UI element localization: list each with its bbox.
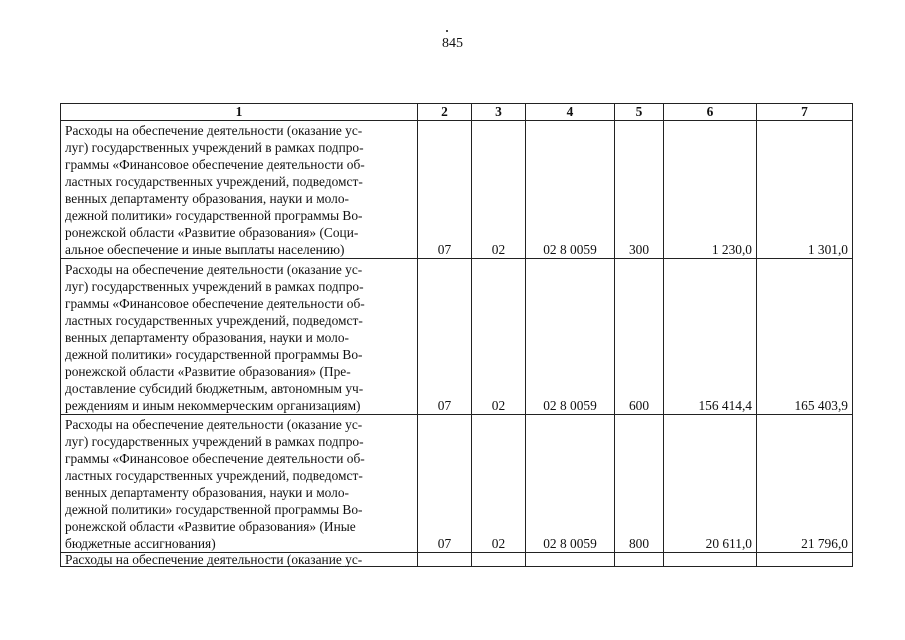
expense-type-code: 800 [615, 415, 664, 553]
description-line: Расходы на обеспечение деятельности (оказание ус- [65, 123, 363, 138]
amount-column-6: 1 230,0 [664, 121, 757, 259]
description-line: ластных государственных учреждений, подведомст- [65, 468, 363, 483]
amount-column-6: 20 611,0 [664, 415, 757, 553]
expense-type-code [615, 553, 664, 567]
description-line: доставление субсидий бюджетным, автономным уч- [65, 381, 364, 396]
description-line: ластных государственных учреждений, подведомст- [65, 313, 363, 328]
column-header: 1 [61, 104, 418, 121]
description-line: граммы «Финансовое обеспечение деятельности об- [65, 451, 365, 466]
description-line: Расходы на обеспечение деятельности (оказание ус- [65, 417, 363, 432]
column-header: 5 [615, 104, 664, 121]
description-line: ронежской области «Развитие образования» (Соци- [65, 225, 359, 240]
column-header: 4 [526, 104, 615, 121]
target-article-code [526, 553, 615, 567]
description-line: граммы «Финансовое обеспечение деятельности об- [65, 296, 365, 311]
description-line: венных департаменту образования, науки и моло- [65, 330, 350, 345]
target-article-code: 02 8 0059 [526, 121, 615, 259]
description-line: луг) государственных учреждений в рамках подпро- [65, 140, 364, 155]
column-header: 7 [757, 104, 853, 121]
table-row [61, 415, 853, 553]
description-line: Расходы на обеспечение деятельности (оказание ус- [65, 262, 363, 277]
table-row [61, 121, 853, 259]
section-code [418, 553, 472, 567]
amount-column-7 [757, 553, 853, 567]
description-line: альное обеспечение и иные выплаты населению) [65, 242, 345, 257]
amount-column-7: 1 301,0 [757, 121, 853, 259]
section-code: 07 [418, 121, 472, 259]
expense-description [61, 415, 418, 553]
target-article-code: 02 8 0059 [526, 415, 615, 553]
amount-column-7: 21 796,0 [757, 415, 853, 553]
description-line: луг) государственных учреждений в рамках подпро- [65, 279, 364, 294]
description-line: венных департаменту образования, науки и моло- [65, 191, 350, 206]
page-mark [446, 30, 448, 32]
column-header: 2 [418, 104, 472, 121]
description-line: ронежской области «Развитие образования» (Пре- [65, 364, 351, 379]
subsection-code: 02 [472, 121, 526, 259]
description-line: дежной политики» государственной программы Во- [65, 208, 363, 223]
description-line: граммы «Финансовое обеспечение деятельности об- [65, 157, 365, 172]
amount-column-6 [664, 553, 757, 567]
column-header: 3 [472, 104, 526, 121]
amount-column-6: 156 414,4 [664, 259, 757, 415]
table-row [61, 553, 853, 567]
expense-description [61, 259, 418, 415]
table-row [61, 259, 853, 415]
expense-type-code: 600 [615, 259, 664, 415]
subsection-code: 02 [472, 259, 526, 415]
expense-type-code: 300 [615, 121, 664, 259]
amount-column-7: 165 403,9 [757, 259, 853, 415]
section-code: 07 [418, 415, 472, 553]
description-line: дежной политики» государственной программы Во- [65, 502, 363, 517]
page-number: 845 [442, 36, 463, 51]
description-line: реждениям и иным некоммерческим организациям) [65, 398, 361, 413]
section-code: 07 [418, 259, 472, 415]
subsection-code [472, 553, 526, 567]
description-line: дежной политики» государственной программы Во- [65, 347, 363, 362]
budget-table [60, 103, 853, 567]
description-line: венных департаменту образования, науки и моло- [65, 485, 350, 500]
description-line: луг) государственных учреждений в рамках подпро- [65, 434, 364, 449]
expense-description [61, 121, 418, 259]
description-line: ронежской области «Развитие образования» (Иные [65, 519, 356, 534]
subsection-code: 02 [472, 415, 526, 553]
expense-description [61, 553, 418, 567]
target-article-code: 02 8 0059 [526, 259, 615, 415]
description-line: Расходы на обеспечение деятельности (оказание ус- [65, 552, 363, 567]
column-header: 6 [664, 104, 757, 121]
header-row [61, 104, 853, 121]
description-line: ластных государственных учреждений, подведомст- [65, 174, 363, 189]
description-line: бюджетные ассигнования) [65, 536, 216, 551]
